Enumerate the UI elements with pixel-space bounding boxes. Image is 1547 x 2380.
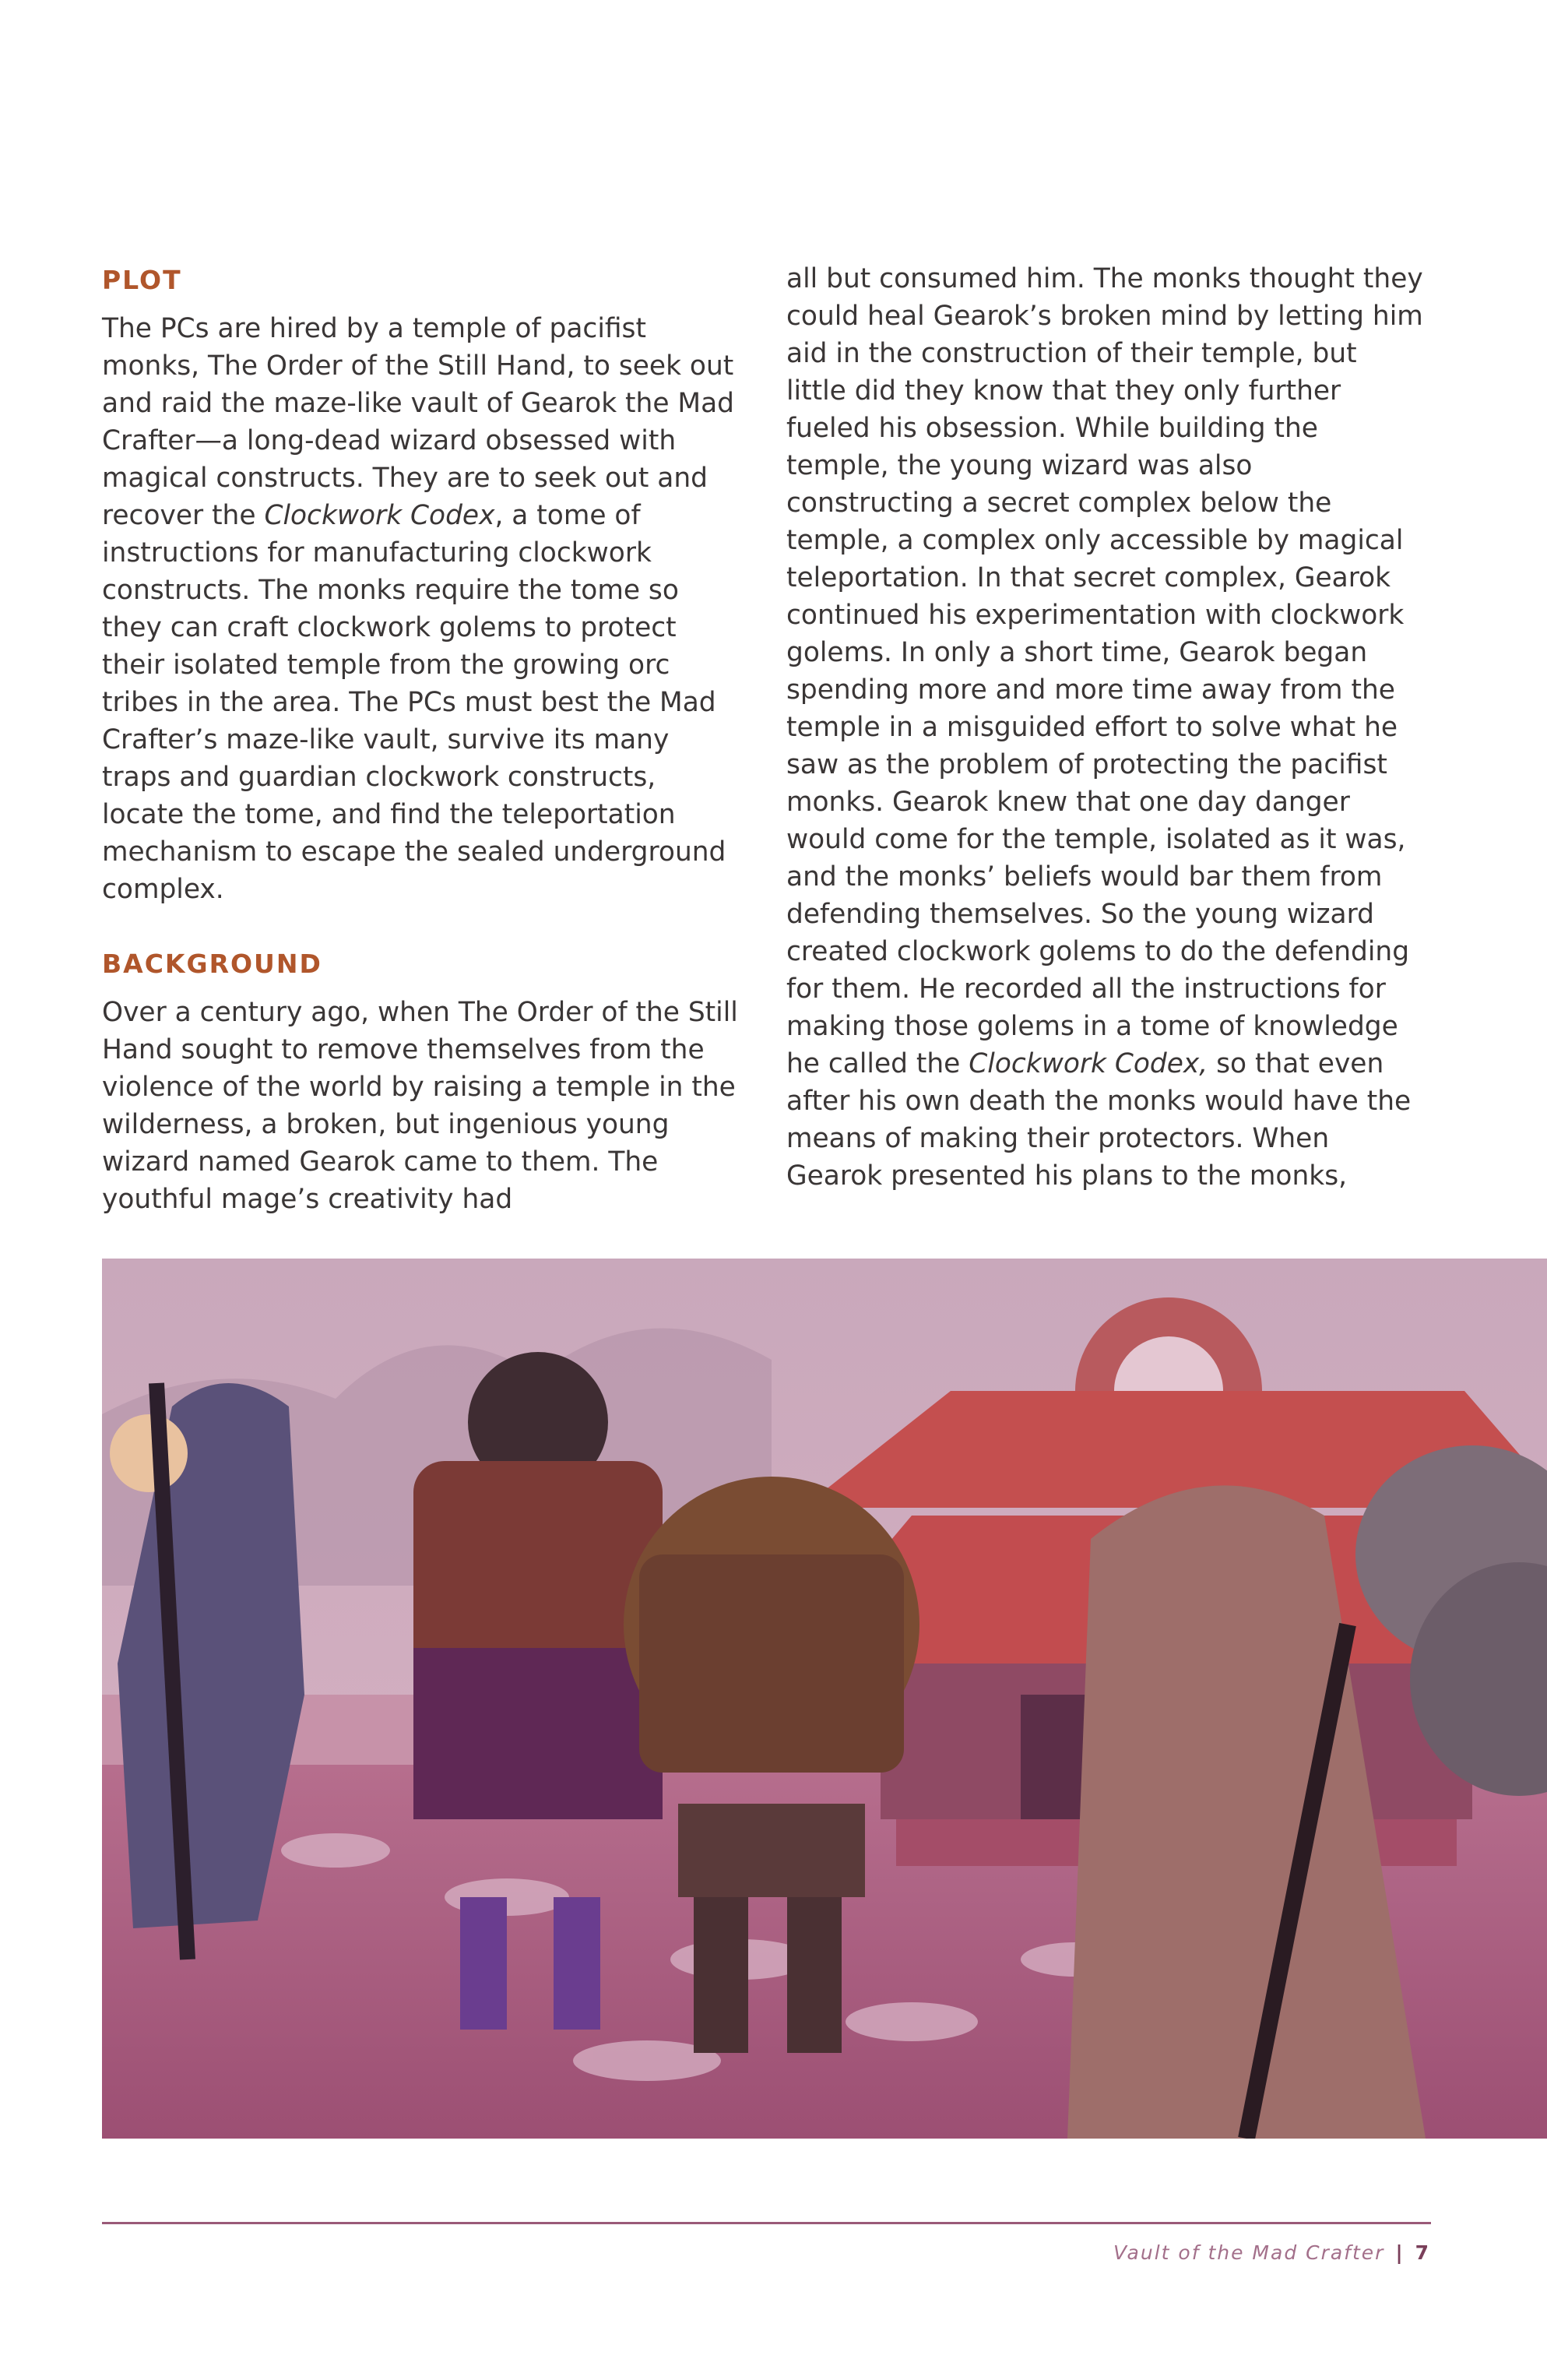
plot-italic-title: Clockwork Codex [264, 500, 495, 531]
background-text-end: so that even after his own death the monks would have the means of making their protectors. When Gearok presented his plans to the monks, [786, 1048, 1412, 1192]
page-footer [1113, 2241, 1430, 2264]
plot-text: The PCs are hired by a temple of pacifist monks, The Order of the Still Hand, to seek out and raid the maze-like vault of Gearok the Mad Crafter—a long-dead wizard obsessed with magical constructs. They are to seek out and recover the [102, 313, 734, 531]
footer-rule [102, 2222, 1431, 2224]
background-heading: BACKGROUND [102, 949, 322, 979]
footer-book-title: Vault of the Mad Crafter [1113, 2241, 1385, 2264]
plot-paragraph [102, 310, 740, 908]
background-paragraph-continued [786, 260, 1425, 1195]
page-number: 7 [1415, 2241, 1430, 2264]
plot-text-continued: , a tome of instructions for manufacturing clockwork constructs. The monks require the tome so they can craft clockwork golems to protect their isolated temple from the growing orc tribes in the area. The PCs must best the Mad Crafter’s maze-like vault, survive its many traps and guardian clockwork constructs, locate the tome, and find the teleportation mechanism to escape the sealed underground complex. [102, 500, 726, 905]
background-text-continued: all but consumed him. The monks thought they could heal Gearok’s broken mind by letting him aid in the construction of their temple, but little did they know that they only further fueled his obsession. While building the temple, the young wizard was also constructing a secret complex below the temple, a complex only accessible by magical teleportation. In that secret complex, Gearok continued his experimentation with clockwork golems. In only a short time, Gearok began spending more and more time away from the temple in a misguided effort to solve what he saw as the problem of protecting the pacifist monks. Gearok knew that one day danger would come for the temple, isolated as it was, and the monks’ beliefs would bar them from defending themselves. So the young wizard created clockwork golems to do the defending for them. He recorded all the instructions for making those golems in a tome of knowledge he called the [786, 263, 1423, 1079]
right-column [786, 262, 1425, 1195]
illustration [102, 1259, 1547, 2139]
plot-heading: PLOT [102, 265, 182, 295]
codex-italic-title: Clockwork Codex, [969, 1048, 1208, 1079]
left-column [102, 262, 740, 1218]
background-paragraph: Over a century ago, when The Order of the Still Hand sought to remove themselves from the violence of the world by raising a temple in the wilderness, a broken, but ingenious young wizard named Gearok came to them. The youthful mage’s creativity had [102, 997, 738, 1215]
footer-separator: | [1395, 2241, 1405, 2264]
illustration-art [102, 1259, 1547, 2139]
